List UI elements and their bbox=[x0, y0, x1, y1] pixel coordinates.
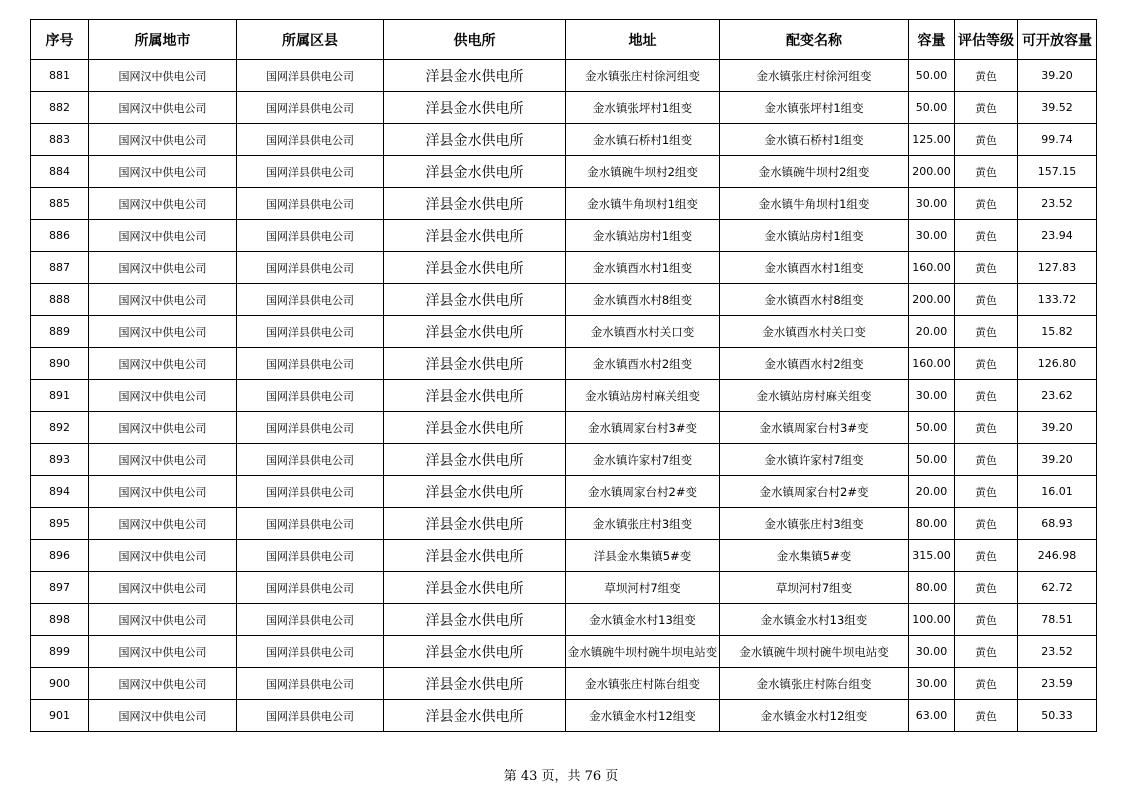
table-row bbox=[31, 508, 1097, 540]
table-row bbox=[31, 636, 1097, 668]
cell-city: 国网汉中供电公司 bbox=[89, 60, 237, 92]
cell-address: 金水镇站房村麻关组变 bbox=[566, 380, 720, 412]
cell-open-capacity: 39.20 bbox=[1018, 444, 1097, 476]
cell-seq: 897 bbox=[31, 572, 89, 604]
table-row bbox=[31, 540, 1097, 572]
cell-station: 洋县金水供电所 bbox=[384, 604, 566, 636]
cell-seq: 898 bbox=[31, 604, 89, 636]
cell-capacity: 50.00 bbox=[909, 412, 955, 444]
cell-county: 国网洋县供电公司 bbox=[237, 124, 384, 156]
header-capacity: 容量 bbox=[909, 20, 955, 60]
cell-city: 国网汉中供电公司 bbox=[89, 220, 237, 252]
table-row bbox=[31, 700, 1097, 732]
cell-city: 国网汉中供电公司 bbox=[89, 508, 237, 540]
cell-station: 洋县金水供电所 bbox=[384, 540, 566, 572]
cell-rating: 黄色 bbox=[955, 348, 1018, 380]
cell-transformer-name: 金水镇酉水村1组变 bbox=[720, 252, 909, 284]
cell-county: 国网洋县供电公司 bbox=[237, 92, 384, 124]
cell-capacity: 200.00 bbox=[909, 284, 955, 316]
cell-seq: 885 bbox=[31, 188, 89, 220]
cell-open-capacity: 23.94 bbox=[1018, 220, 1097, 252]
cell-rating: 黄色 bbox=[955, 540, 1018, 572]
transformer-capacity-table bbox=[30, 19, 1097, 732]
cell-seq: 895 bbox=[31, 508, 89, 540]
cell-address: 金水镇许家村7组变 bbox=[566, 444, 720, 476]
cell-transformer-name: 金水镇张庄村3组变 bbox=[720, 508, 909, 540]
cell-county: 国网洋县供电公司 bbox=[237, 508, 384, 540]
cell-city: 国网汉中供电公司 bbox=[89, 92, 237, 124]
cell-station: 洋县金水供电所 bbox=[384, 284, 566, 316]
cell-transformer-name: 金水镇石桥村1组变 bbox=[720, 124, 909, 156]
cell-open-capacity: 78.51 bbox=[1018, 604, 1097, 636]
table-row bbox=[31, 188, 1097, 220]
cell-address: 金水镇酉水村1组变 bbox=[566, 252, 720, 284]
cell-open-capacity: 39.20 bbox=[1018, 60, 1097, 92]
cell-capacity: 100.00 bbox=[909, 604, 955, 636]
cell-capacity: 50.00 bbox=[909, 444, 955, 476]
cell-transformer-name: 金水镇站房村1组变 bbox=[720, 220, 909, 252]
cell-address: 金水镇张坪村1组变 bbox=[566, 92, 720, 124]
table-row bbox=[31, 156, 1097, 188]
cell-county: 国网洋县供电公司 bbox=[237, 540, 384, 572]
cell-address: 金水镇酉水村2组变 bbox=[566, 348, 720, 380]
cell-seq: 886 bbox=[31, 220, 89, 252]
cell-rating: 黄色 bbox=[955, 124, 1018, 156]
cell-open-capacity: 99.74 bbox=[1018, 124, 1097, 156]
cell-city: 国网汉中供电公司 bbox=[89, 252, 237, 284]
cell-transformer-name: 金水镇酉水村关口变 bbox=[720, 316, 909, 348]
cell-open-capacity: 62.72 bbox=[1018, 572, 1097, 604]
cell-station: 洋县金水供电所 bbox=[384, 476, 566, 508]
cell-seq: 891 bbox=[31, 380, 89, 412]
table-row bbox=[31, 92, 1097, 124]
cell-address: 金水镇金水村13组变 bbox=[566, 604, 720, 636]
cell-capacity: 20.00 bbox=[909, 316, 955, 348]
cell-rating: 黄色 bbox=[955, 508, 1018, 540]
table-row bbox=[31, 604, 1097, 636]
cell-county: 国网洋县供电公司 bbox=[237, 348, 384, 380]
cell-county: 国网洋县供电公司 bbox=[237, 476, 384, 508]
cell-address: 金水镇酉水村8组变 bbox=[566, 284, 720, 316]
cell-open-capacity: 127.83 bbox=[1018, 252, 1097, 284]
cell-address: 金水镇酉水村关口变 bbox=[566, 316, 720, 348]
cell-capacity: 160.00 bbox=[909, 348, 955, 380]
cell-station: 洋县金水供电所 bbox=[384, 572, 566, 604]
cell-rating: 黄色 bbox=[955, 412, 1018, 444]
cell-capacity: 80.00 bbox=[909, 572, 955, 604]
cell-city: 国网汉中供电公司 bbox=[89, 668, 237, 700]
cell-county: 国网洋县供电公司 bbox=[237, 316, 384, 348]
cell-open-capacity: 68.93 bbox=[1018, 508, 1097, 540]
cell-capacity: 315.00 bbox=[909, 540, 955, 572]
cell-station: 洋县金水供电所 bbox=[384, 252, 566, 284]
cell-county: 国网洋县供电公司 bbox=[237, 604, 384, 636]
cell-address: 草坝河村7组变 bbox=[566, 572, 720, 604]
cell-address: 金水镇张庄村3组变 bbox=[566, 508, 720, 540]
table-row bbox=[31, 60, 1097, 92]
cell-transformer-name: 金水镇碗牛坝村碗牛坝电站变 bbox=[720, 636, 909, 668]
cell-transformer-name: 金水镇许家村7组变 bbox=[720, 444, 909, 476]
cell-station: 洋县金水供电所 bbox=[384, 156, 566, 188]
header-row bbox=[31, 20, 1097, 60]
cell-rating: 黄色 bbox=[955, 316, 1018, 348]
cell-station: 洋县金水供电所 bbox=[384, 668, 566, 700]
cell-station: 洋县金水供电所 bbox=[384, 220, 566, 252]
cell-station: 洋县金水供电所 bbox=[384, 92, 566, 124]
table-row bbox=[31, 412, 1097, 444]
cell-city: 国网汉中供电公司 bbox=[89, 348, 237, 380]
cell-city: 国网汉中供电公司 bbox=[89, 636, 237, 668]
cell-address: 洋县金水集镇5#变 bbox=[566, 540, 720, 572]
cell-seq: 899 bbox=[31, 636, 89, 668]
cell-transformer-name: 金水镇金水村12组变 bbox=[720, 700, 909, 732]
header-rating: 评估等级 bbox=[955, 20, 1018, 60]
cell-seq: 901 bbox=[31, 700, 89, 732]
cell-county: 国网洋县供电公司 bbox=[237, 636, 384, 668]
cell-transformer-name: 草坝河村7组变 bbox=[720, 572, 909, 604]
table-row bbox=[31, 668, 1097, 700]
cell-station: 洋县金水供电所 bbox=[384, 636, 566, 668]
cell-transformer-name: 金水镇金水村13组变 bbox=[720, 604, 909, 636]
cell-rating: 黄色 bbox=[955, 252, 1018, 284]
cell-county: 国网洋县供电公司 bbox=[237, 284, 384, 316]
cell-seq: 894 bbox=[31, 476, 89, 508]
cell-address: 金水镇站房村1组变 bbox=[566, 220, 720, 252]
cell-station: 洋县金水供电所 bbox=[384, 188, 566, 220]
cell-county: 国网洋县供电公司 bbox=[237, 60, 384, 92]
cell-transformer-name: 金水镇碗牛坝村2组变 bbox=[720, 156, 909, 188]
cell-open-capacity: 15.82 bbox=[1018, 316, 1097, 348]
cell-address: 金水镇金水村12组变 bbox=[566, 700, 720, 732]
cell-seq: 883 bbox=[31, 124, 89, 156]
cell-city: 国网汉中供电公司 bbox=[89, 412, 237, 444]
cell-county: 国网洋县供电公司 bbox=[237, 444, 384, 476]
cell-city: 国网汉中供电公司 bbox=[89, 124, 237, 156]
cell-station: 洋县金水供电所 bbox=[384, 380, 566, 412]
cell-capacity: 20.00 bbox=[909, 476, 955, 508]
cell-address: 金水镇张庄村陈台组变 bbox=[566, 668, 720, 700]
cell-city: 国网汉中供电公司 bbox=[89, 284, 237, 316]
cell-transformer-name: 金水镇周家台村3#变 bbox=[720, 412, 909, 444]
cell-open-capacity: 39.52 bbox=[1018, 92, 1097, 124]
page-number: 第 43 页，共 76 页 bbox=[503, 769, 619, 784]
cell-capacity: 30.00 bbox=[909, 380, 955, 412]
cell-city: 国网汉中供电公司 bbox=[89, 700, 237, 732]
cell-station: 洋县金水供电所 bbox=[384, 348, 566, 380]
cell-address: 金水镇石桥村1组变 bbox=[566, 124, 720, 156]
cell-city: 国网汉中供电公司 bbox=[89, 572, 237, 604]
cell-city: 国网汉中供电公司 bbox=[89, 540, 237, 572]
cell-address: 金水镇周家台村2#变 bbox=[566, 476, 720, 508]
table-row bbox=[31, 572, 1097, 604]
table-body bbox=[31, 60, 1097, 732]
header-transformer-name: 配变名称 bbox=[720, 20, 909, 60]
cell-county: 国网洋县供电公司 bbox=[237, 252, 384, 284]
cell-city: 国网汉中供电公司 bbox=[89, 156, 237, 188]
cell-seq: 882 bbox=[31, 92, 89, 124]
cell-city: 国网汉中供电公司 bbox=[89, 188, 237, 220]
cell-address: 金水镇碗牛坝村2组变 bbox=[566, 156, 720, 188]
cell-seq: 896 bbox=[31, 540, 89, 572]
table-row bbox=[31, 252, 1097, 284]
cell-city: 国网汉中供电公司 bbox=[89, 380, 237, 412]
cell-county: 国网洋县供电公司 bbox=[237, 412, 384, 444]
table-row bbox=[31, 348, 1097, 380]
table-row bbox=[31, 380, 1097, 412]
cell-rating: 黄色 bbox=[955, 188, 1018, 220]
cell-capacity: 30.00 bbox=[909, 668, 955, 700]
table-row bbox=[31, 444, 1097, 476]
table-row bbox=[31, 124, 1097, 156]
cell-capacity: 200.00 bbox=[909, 156, 955, 188]
cell-city: 国网汉中供电公司 bbox=[89, 316, 237, 348]
cell-rating: 黄色 bbox=[955, 220, 1018, 252]
cell-seq: 893 bbox=[31, 444, 89, 476]
cell-transformer-name: 金水镇张坪村1组变 bbox=[720, 92, 909, 124]
cell-county: 国网洋县供电公司 bbox=[237, 188, 384, 220]
cell-capacity: 125.00 bbox=[909, 124, 955, 156]
cell-city: 国网汉中供电公司 bbox=[89, 604, 237, 636]
cell-rating: 黄色 bbox=[955, 380, 1018, 412]
cell-rating: 黄色 bbox=[955, 668, 1018, 700]
cell-station: 洋县金水供电所 bbox=[384, 444, 566, 476]
cell-station: 洋县金水供电所 bbox=[384, 412, 566, 444]
cell-county: 国网洋县供电公司 bbox=[237, 220, 384, 252]
table-row bbox=[31, 316, 1097, 348]
cell-seq: 892 bbox=[31, 412, 89, 444]
cell-address: 金水镇张庄村徐河组变 bbox=[566, 60, 720, 92]
cell-seq: 888 bbox=[31, 284, 89, 316]
cell-transformer-name: 金水镇酉水村2组变 bbox=[720, 348, 909, 380]
header-city: 所属地市 bbox=[89, 20, 237, 60]
cell-open-capacity: 23.52 bbox=[1018, 636, 1097, 668]
cell-open-capacity: 23.59 bbox=[1018, 668, 1097, 700]
cell-capacity: 80.00 bbox=[909, 508, 955, 540]
cell-station: 洋县金水供电所 bbox=[384, 700, 566, 732]
header-seq: 序号 bbox=[31, 20, 89, 60]
cell-seq: 900 bbox=[31, 668, 89, 700]
cell-city: 国网汉中供电公司 bbox=[89, 444, 237, 476]
cell-open-capacity: 246.98 bbox=[1018, 540, 1097, 572]
cell-open-capacity: 133.72 bbox=[1018, 284, 1097, 316]
cell-transformer-name: 金水镇酉水村8组变 bbox=[720, 284, 909, 316]
cell-open-capacity: 50.33 bbox=[1018, 700, 1097, 732]
header-station: 供电所 bbox=[384, 20, 566, 60]
cell-transformer-name: 金水镇站房村麻关组变 bbox=[720, 380, 909, 412]
table-row bbox=[31, 476, 1097, 508]
cell-seq: 889 bbox=[31, 316, 89, 348]
cell-seq: 884 bbox=[31, 156, 89, 188]
cell-seq: 881 bbox=[31, 60, 89, 92]
cell-rating: 黄色 bbox=[955, 476, 1018, 508]
table-row bbox=[31, 284, 1097, 316]
cell-capacity: 30.00 bbox=[909, 188, 955, 220]
cell-seq: 887 bbox=[31, 252, 89, 284]
cell-capacity: 50.00 bbox=[909, 92, 955, 124]
cell-county: 国网洋县供电公司 bbox=[237, 572, 384, 604]
cell-open-capacity: 16.01 bbox=[1018, 476, 1097, 508]
cell-city: 国网汉中供电公司 bbox=[89, 476, 237, 508]
cell-transformer-name: 金水镇周家台村2#变 bbox=[720, 476, 909, 508]
cell-transformer-name: 金水镇牛角坝村1组变 bbox=[720, 188, 909, 220]
cell-county: 国网洋县供电公司 bbox=[237, 380, 384, 412]
cell-address: 金水镇碗牛坝村碗牛坝电站变 bbox=[566, 636, 720, 668]
cell-county: 国网洋县供电公司 bbox=[237, 668, 384, 700]
cell-capacity: 160.00 bbox=[909, 252, 955, 284]
cell-transformer-name: 金水镇张庄村徐河组变 bbox=[720, 60, 909, 92]
cell-station: 洋县金水供电所 bbox=[384, 508, 566, 540]
cell-address: 金水镇牛角坝村1组变 bbox=[566, 188, 720, 220]
cell-rating: 黄色 bbox=[955, 156, 1018, 188]
header-open-capacity: 可开放容量 bbox=[1018, 20, 1097, 60]
cell-open-capacity: 23.52 bbox=[1018, 188, 1097, 220]
cell-rating: 黄色 bbox=[955, 92, 1018, 124]
cell-transformer-name: 金水镇张庄村陈台组变 bbox=[720, 668, 909, 700]
cell-county: 国网洋县供电公司 bbox=[237, 700, 384, 732]
cell-station: 洋县金水供电所 bbox=[384, 316, 566, 348]
cell-county: 国网洋县供电公司 bbox=[237, 156, 384, 188]
cell-seq: 890 bbox=[31, 348, 89, 380]
cell-transformer-name: 金水集镇5#变 bbox=[720, 540, 909, 572]
table-row bbox=[31, 220, 1097, 252]
cell-capacity: 50.00 bbox=[909, 60, 955, 92]
cell-station: 洋县金水供电所 bbox=[384, 124, 566, 156]
header-address: 地址 bbox=[566, 20, 720, 60]
cell-station: 洋县金水供电所 bbox=[384, 60, 566, 92]
cell-rating: 黄色 bbox=[955, 636, 1018, 668]
cell-address: 金水镇周家台村3#变 bbox=[566, 412, 720, 444]
cell-open-capacity: 157.15 bbox=[1018, 156, 1097, 188]
cell-rating: 黄色 bbox=[955, 572, 1018, 604]
cell-rating: 黄色 bbox=[955, 700, 1018, 732]
cell-rating: 黄色 bbox=[955, 60, 1018, 92]
cell-capacity: 63.00 bbox=[909, 700, 955, 732]
cell-rating: 黄色 bbox=[955, 604, 1018, 636]
cell-open-capacity: 23.62 bbox=[1018, 380, 1097, 412]
cell-rating: 黄色 bbox=[955, 444, 1018, 476]
header-county: 所属区县 bbox=[237, 20, 384, 60]
cell-capacity: 30.00 bbox=[909, 220, 955, 252]
cell-open-capacity: 39.20 bbox=[1018, 412, 1097, 444]
cell-rating: 黄色 bbox=[955, 284, 1018, 316]
cell-capacity: 30.00 bbox=[909, 636, 955, 668]
cell-open-capacity: 126.80 bbox=[1018, 348, 1097, 380]
